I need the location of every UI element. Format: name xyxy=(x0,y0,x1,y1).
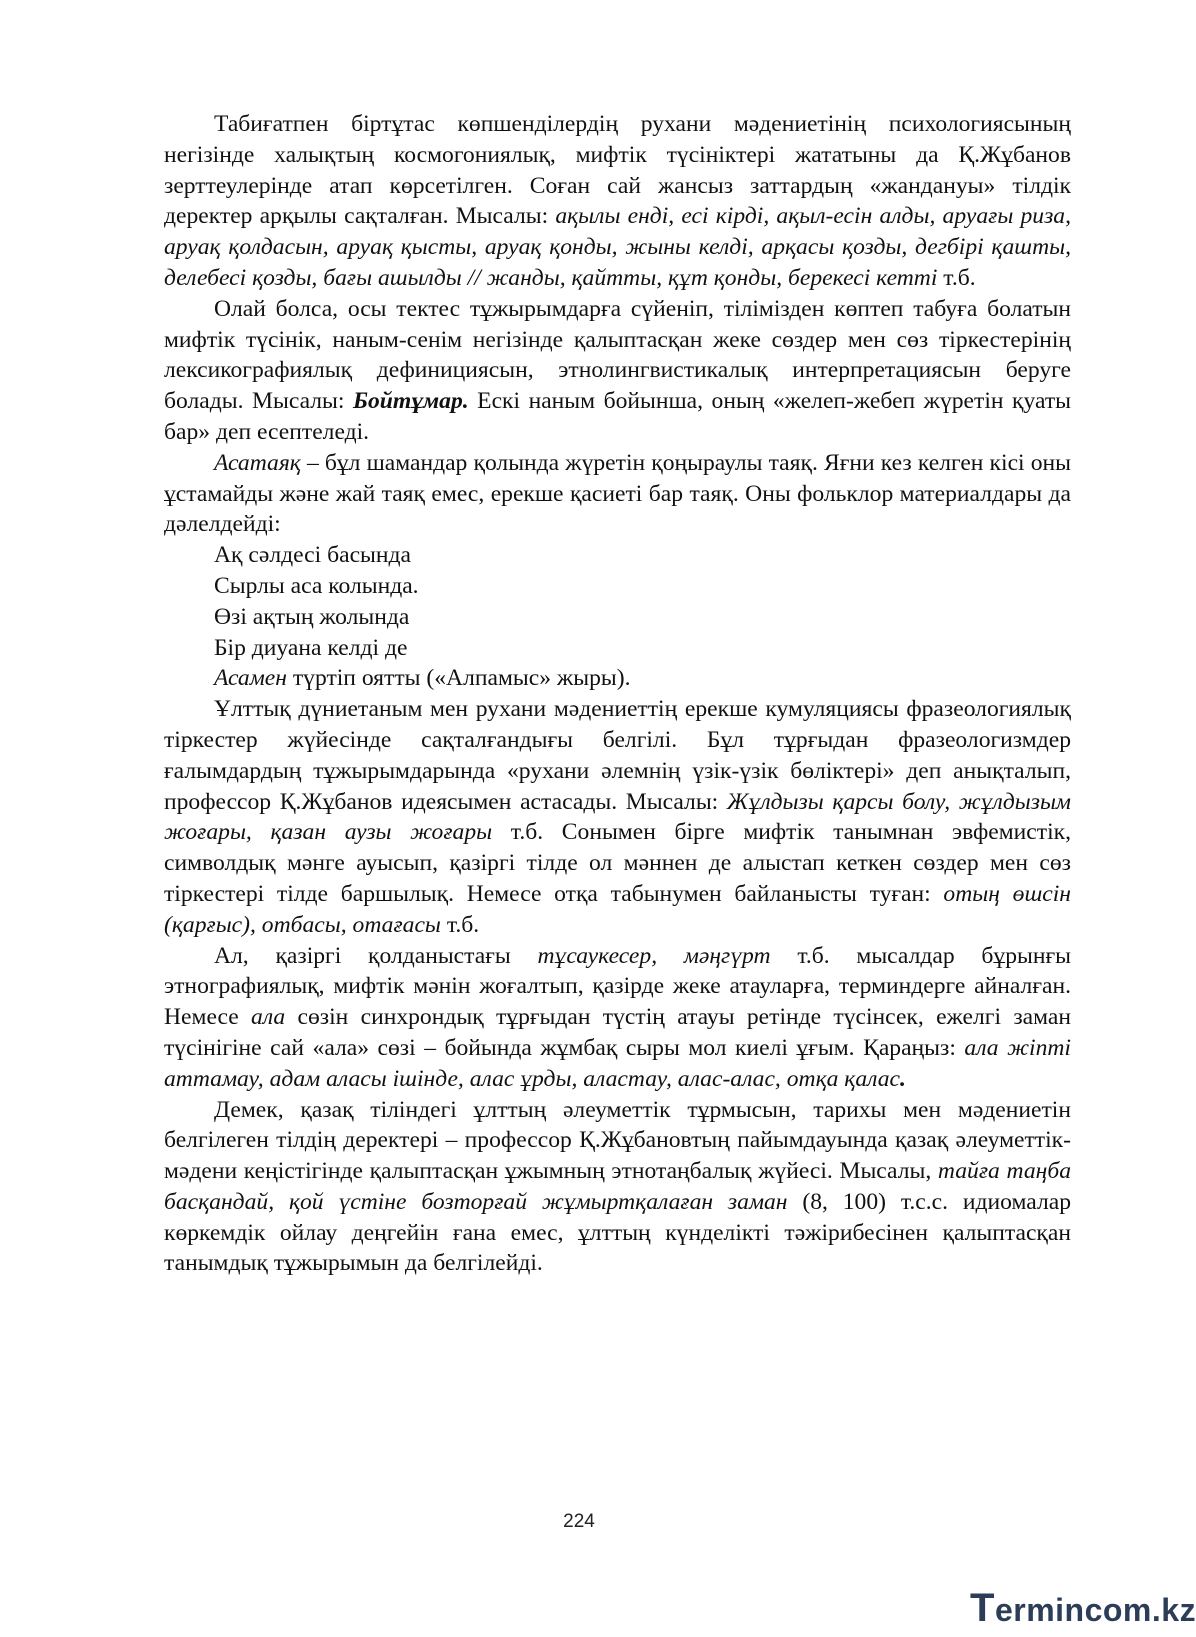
text-run: Табиғатпен біртұтас көпшенділердің рухани мәдениетінің психологиясының негізінде халықтың космогониялық, мифтік түсініктері жататыны да Қ.Жұбанов зерттеулерінде атап көрсетілген. Соған сай жансыз заттардың «жандануы» тілдік деректер арқылы сақталған. Мысалы: xyxy=(164,111,1071,230)
text-run: т.б. xyxy=(937,264,976,291)
verse-line-5 xyxy=(164,663,1071,694)
italic-run: отың өшсін (қарғыс), отбасы, отағасы xyxy=(164,880,1071,938)
verse-line-1 xyxy=(164,540,1071,571)
watermark-text xyxy=(970,1586,1196,1631)
verse-line-4 xyxy=(164,633,1071,664)
paragraph-5 xyxy=(164,941,1071,1095)
text-run: – бұл шамандар қолында жүретін қоңыраулы таяқ. Яғни кез келген кісі оны ұстамайды және жай таяқ емес, ерекше қасиеті бар таяқ. Оны фольклор материалдары да дәлелдейді: xyxy=(164,449,1071,538)
italic-run: тайға таңба басқандай, қой үстіне бозторғай жұмыртқалаған заман xyxy=(164,1158,1071,1215)
bold-italic-run: . xyxy=(899,1065,906,1092)
termincom-watermark-logo xyxy=(940,1580,1196,1630)
text-run: сөзін синхрондық тұрғыдан түстің атауы ретінде түсінсек, ежелгі заман түсінігіне сай «ала» сөзі – бойында жұмбақ сыры мол киелі ұғым. Қараңыз: xyxy=(164,1004,1071,1061)
text-run: Ақ сәлдесі басында xyxy=(214,542,412,569)
italic-run: тұсаукесер, мәңгүрт xyxy=(537,942,771,969)
text-run: Сырлы аса колында. xyxy=(214,572,419,599)
verse-line-2 xyxy=(164,571,1071,602)
italic-run: ала xyxy=(251,1004,286,1031)
text-run: (8, 100) т.с.с. идиомалар көркемдік ойлау деңгейін ғана емес, ұлттың күнделікті тәжірибесінен қалыптасқан танымдық тұжырымын да белгілейді. xyxy=(164,1188,1071,1277)
text-run: Демек, қазақ тіліндегі ұлттың әлеуметтік тұрмысын, тарихы мен мәдениетін белгілеген тілдің деректері – профессор Қ.Жұбановтың пайымдауында қазақ әлеуметтік-мәдени кеңістігінде қалыптасқан ұжымның этнотаңбалық жүйесі. Мысалы, xyxy=(164,1096,1071,1185)
italic-run: ақылы енді, есі кірді, ақыл-есін алды, аруағы риза, аруақ қолдасын, аруақ қысты, аруақ қонды, жыны келді, арқасы қозды, дегбірі қашты, делебесі қозды, бағы ашылды // жанды, қайтты, құт қонды, берекесі кетті xyxy=(164,203,1071,291)
italic-run: Асатаяқ xyxy=(214,449,301,476)
paragraph-6 xyxy=(164,1095,1071,1280)
text-run: Бір диуана келді де xyxy=(214,634,408,661)
text-run: Өзі ақтың жолында xyxy=(214,603,410,630)
verse-line-3 xyxy=(164,602,1071,633)
paragraph-4 xyxy=(164,694,1071,940)
page-number: 224 xyxy=(563,1511,595,1532)
paragraph-1 xyxy=(164,109,1071,294)
watermark-rest: ermincom.kz xyxy=(994,1592,1196,1628)
text-run: т.б. xyxy=(440,911,480,938)
italic-run: Жұлдызы қарсы болу, жұлдызым жоғары, қазан аузы жоғары xyxy=(164,788,1071,846)
italic-run: ала жіпті аттамау, адам аласы ішінде, алас ұрды, аластау, алас-алас, отқа қалас xyxy=(164,1034,1071,1092)
italic-run: Асамен xyxy=(214,665,287,692)
text-run: Олай болса, осы тектес тұжырымдарға сүйеніп, тілімізден көптеп табуға болатын мифтік түсінік, наным-сенім негізінде қалыптасқан жеке сөздер мен сөз тіркестерінің лексикографиялық дефинициясын, этнолингвистикалық интерпретациясын беруге болады. Мысалы: xyxy=(164,295,1071,415)
paragraph-2 xyxy=(164,294,1071,448)
watermark-lead-letter: T xyxy=(970,1586,995,1630)
text-run: түртіп оятты («Алпамыс» жыры). xyxy=(286,665,631,692)
text-run: Ұлттық дүниетаным мен рухани мәдениеттің ерекше кумуляциясы фразеологиялық тіркестер жүйесінде сақталғандығы белгілі. Бұл тұрғыдан фразеологизмдер ғалымдардың тұжырымдарында «рухани әлемнің үзік-үзік бөліктері» деп анықталып, профессор Қ.Жұбанов идеясымен астасады. Мысалы: xyxy=(164,696,1071,815)
text-run: Ал, қазіргі қолданыстағы xyxy=(214,942,538,969)
body-text xyxy=(164,109,1071,1279)
bold-italic-run: Бойтұмар. xyxy=(352,388,469,415)
paragraph-3 xyxy=(164,448,1071,540)
text-run: т.б. Сонымен бірге мифтік танымнан эвфемистік, символдық мәнге ауысып, қазіргі тілде ол мәннен де алыстап кеткен сөздер мен сөз тіркестері тілде баршылық. Немесе отқа табынумен байланысты туған: xyxy=(164,819,1071,907)
text-run: Ескі наным бойынша, оның «желеп-жебеп жүретін қуаты бар» деп есептеледі. xyxy=(164,388,1071,445)
text-run: т.б. мысалдар бұрынғы этнографиялық, мифтік мәнін жоғалтып, қазірде жеке атауларға, терминдерге айналған. Немесе xyxy=(164,942,1071,1031)
